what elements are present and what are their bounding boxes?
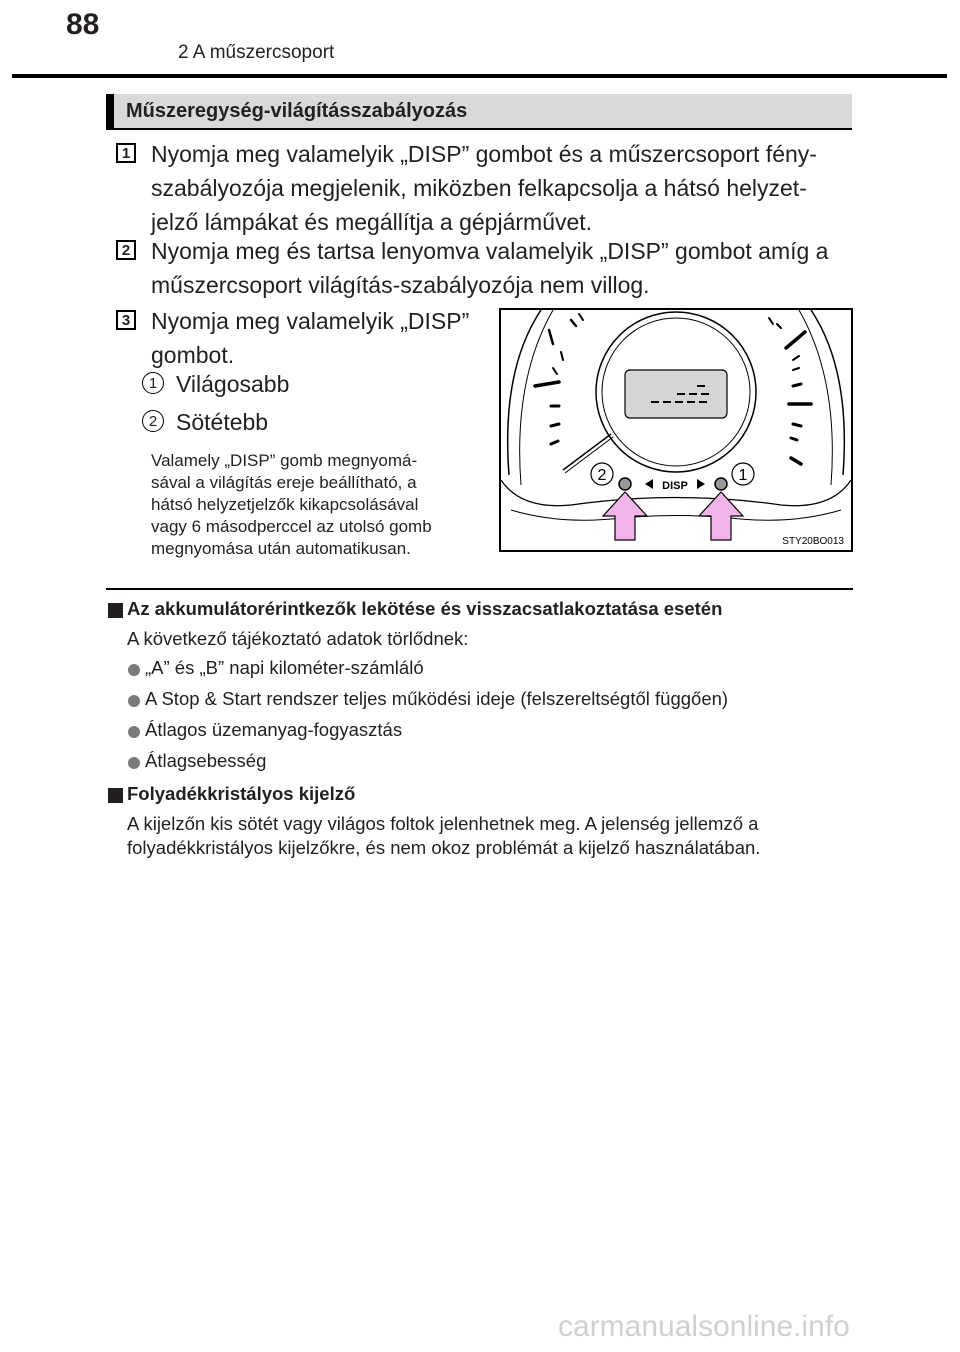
arrow-up-icon [603, 492, 647, 540]
watermark: carmanualsonline.info [558, 1310, 850, 1343]
bullet-dot-icon [128, 664, 140, 676]
step-3-line: gombot. [151, 342, 235, 368]
callout-1: 1 [738, 467, 748, 484]
step-2-text [151, 234, 851, 302]
option-brighter: Világosabb [176, 371, 290, 397]
section-title: Műszeregység-világításszabályozás [126, 100, 468, 122]
step-2-line: Nyomja meg és tartsa lenyomva valamelyik „DISP” gombot amíg a [151, 238, 829, 264]
disp-button-right [715, 478, 727, 490]
bullet-dot-icon [128, 726, 140, 738]
info-heading-lcd: Folyadékkristályos kijelző [127, 783, 356, 804]
disp-button-left [619, 478, 631, 490]
step-3-note [151, 450, 477, 560]
chapter-title: 2 A műszercsoport [178, 42, 335, 63]
square-bullet-icon [108, 603, 123, 618]
right-triangle-icon [697, 479, 705, 489]
step-number-1: 1 [116, 143, 136, 163]
step-1-line: szabályozója megjelenik, miközben felkapcsolja a hátsó helyzet- [151, 175, 807, 201]
option-number-1: 1 [142, 372, 164, 394]
info-text-battery: A következő tájékoztató adatok törlődnek: [127, 628, 469, 649]
note-line: vagy 6 másodperccel az utolsó gomb [151, 517, 432, 536]
info-text-lcd [127, 812, 855, 860]
option-darker: Sötétebb [176, 409, 269, 435]
bullet-dot-icon [128, 695, 140, 707]
bullet-dot-icon [128, 757, 140, 769]
instrument-cluster-diagram [499, 308, 853, 552]
step-number-2: 2 [116, 240, 136, 260]
note-line: megnyomása után automatikusan. [151, 539, 411, 558]
list-item: Átlagos üzemanyag-fogyasztás [145, 719, 403, 740]
step-1-line: jelző lámpákat és megállítja a gépjárművet. [151, 209, 593, 235]
disp-label: DISP [662, 480, 688, 492]
info-heading-battery: Az akkumulátorérintkezők lekötése és visszacsatlakoztatása esetén [127, 598, 723, 619]
callout-2: 2 [597, 467, 607, 484]
note-line: hátsó helyzetjelzők kikapcsolásával [151, 495, 419, 514]
section-divider [106, 588, 853, 590]
left-triangle-icon [645, 479, 653, 489]
info-text-line: folyadékkristályos kijelzőkre, és nem okoz problémát a kijelző használatában. [127, 837, 761, 858]
square-bullet-icon [108, 788, 123, 803]
diagram-code: STY20BO013 [782, 536, 844, 547]
header-rule [12, 74, 947, 78]
arrow-up-icon [699, 492, 743, 540]
note-line: sával a világítás ereje beállítható, a [151, 473, 417, 492]
step-3-line: Nyomja meg valamelyik „DISP” [151, 308, 470, 334]
info-text-line: A kijelzőn kis sötét vagy világos foltok jelenhetnek meg. A jelenség jellemző a [127, 813, 759, 834]
page-number: 88 [66, 8, 100, 41]
step-1-text [151, 137, 851, 239]
instrument-cluster-illustration [501, 310, 851, 550]
list-item: A Stop & Start rendszer teljes működési ideje (felszereltségtől függően) [145, 688, 729, 709]
step-1-line: Nyomja meg valamelyik „DISP” gombot és a műszercsoport fény- [151, 141, 817, 167]
list-item: „A” és „B” napi kilométer-számláló [145, 657, 424, 678]
list-item: Átlagsebesség [145, 750, 267, 771]
step-number-3: 3 [116, 310, 136, 330]
option-number-2: 2 [142, 410, 164, 432]
note-line: Valamely „DISP” gomb megnyomá- [151, 451, 418, 470]
step-3-text [151, 304, 476, 372]
step-2-line: műszercsoport világítás-szabályozója nem villog. [151, 272, 650, 298]
